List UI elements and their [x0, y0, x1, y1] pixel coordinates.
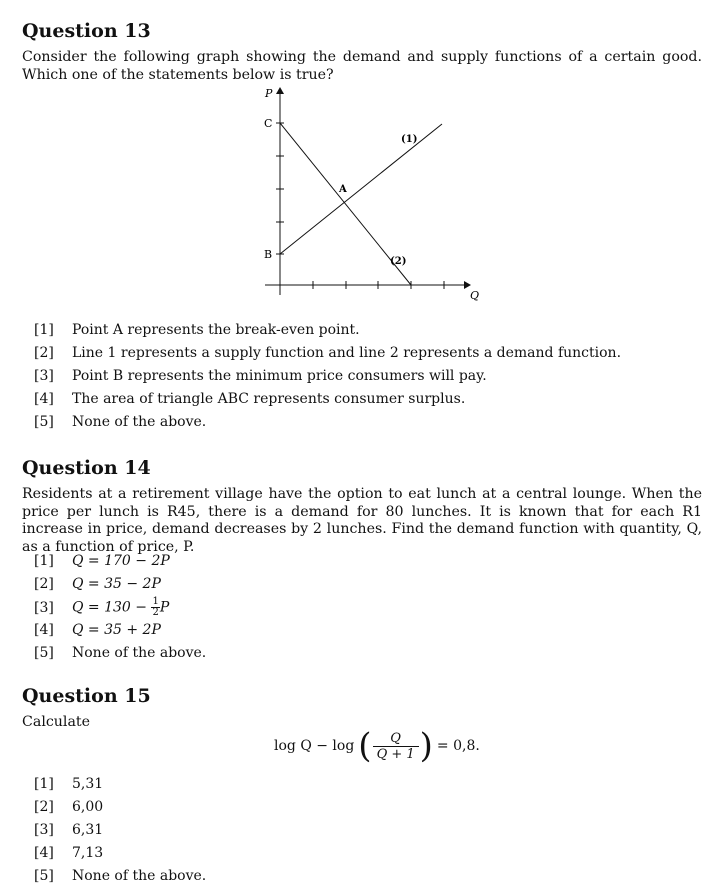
fraction-half: $\frac{1}{2}$ — [152, 596, 159, 618]
question-14-title: Question 14 — [22, 457, 151, 479]
q15-option-3[interactable]: [3] 6,31 — [34, 822, 104, 838]
q14-option-1[interactable]: [1] Q = 170 − 2P — [34, 553, 170, 569]
supply-demand-graph — [255, 80, 495, 305]
q13-option-2[interactable]: [2] Line 1 represents a supply function and line 2 represents a demand function. — [34, 345, 622, 361]
q13-option-4[interactable]: [4] The area of triangle ABC represents consumer surplus. — [34, 391, 466, 407]
question-13-prompt: Consider the following graph showing the demand and supply functions of a certain good. Which one of the statements below is true? — [22, 49, 702, 83]
q14-option-4[interactable]: [4] Q = 35 + 2P — [34, 622, 161, 638]
question-15-prompt: Calculate — [22, 714, 91, 730]
q15-option-5[interactable]: [5] None of the above. — [34, 868, 207, 884]
q13-option-1[interactable]: [1] Point A represents the break-even point. — [34, 322, 360, 338]
q14-option-3[interactable]: [3] Q = 130 − $\frac{1}{2}$ P — [34, 596, 170, 618]
q13-option-3[interactable]: [3] Point B represents the minimum price consumers will pay. — [34, 368, 487, 384]
equation: log Q − log ( Q Q + 1 ) = 0,8. — [274, 726, 480, 766]
axis-label-q: Q — [470, 289, 480, 302]
point-label-b: B — [264, 248, 273, 261]
equation-lhs: log Q − log — [274, 738, 355, 754]
point-label-a: A — [339, 184, 347, 195]
q14-option-2[interactable]: [2] Q = 35 − 2P — [34, 576, 161, 592]
question-13-title: Question 13 — [22, 20, 151, 42]
point-label-c: C — [264, 117, 273, 130]
line-label-2: (2) — [390, 256, 407, 267]
q13-option-5[interactable]: [5] None of the above. — [34, 414, 207, 430]
q15-option-1[interactable]: [1] 5,31 — [34, 776, 104, 792]
supply-line — [280, 124, 442, 254]
equation-rhs: = 0,8. — [436, 738, 480, 754]
question-15-title: Question 15 — [22, 685, 151, 707]
line-label-1: (1) — [401, 134, 418, 145]
q14-option-5[interactable]: [5] None of the above. — [34, 645, 207, 661]
axis-label-p: P — [265, 87, 273, 100]
q15-option-2[interactable]: [2] 6,00 — [34, 799, 104, 815]
equation-fraction: Q Q + 1 — [373, 731, 419, 762]
question-14-prompt: Residents at a retirement village have the option to eat lunch at a central lounge. When the price per lunch is R45, there is a demand for 80 lunches. It is known that for each R1 increase in price, demand decreases by 2 lunches. Find the demand function with quantity, Q, as a function of price, P. — [22, 486, 702, 555]
q15-option-4[interactable]: [4] 7,13 — [34, 845, 104, 861]
